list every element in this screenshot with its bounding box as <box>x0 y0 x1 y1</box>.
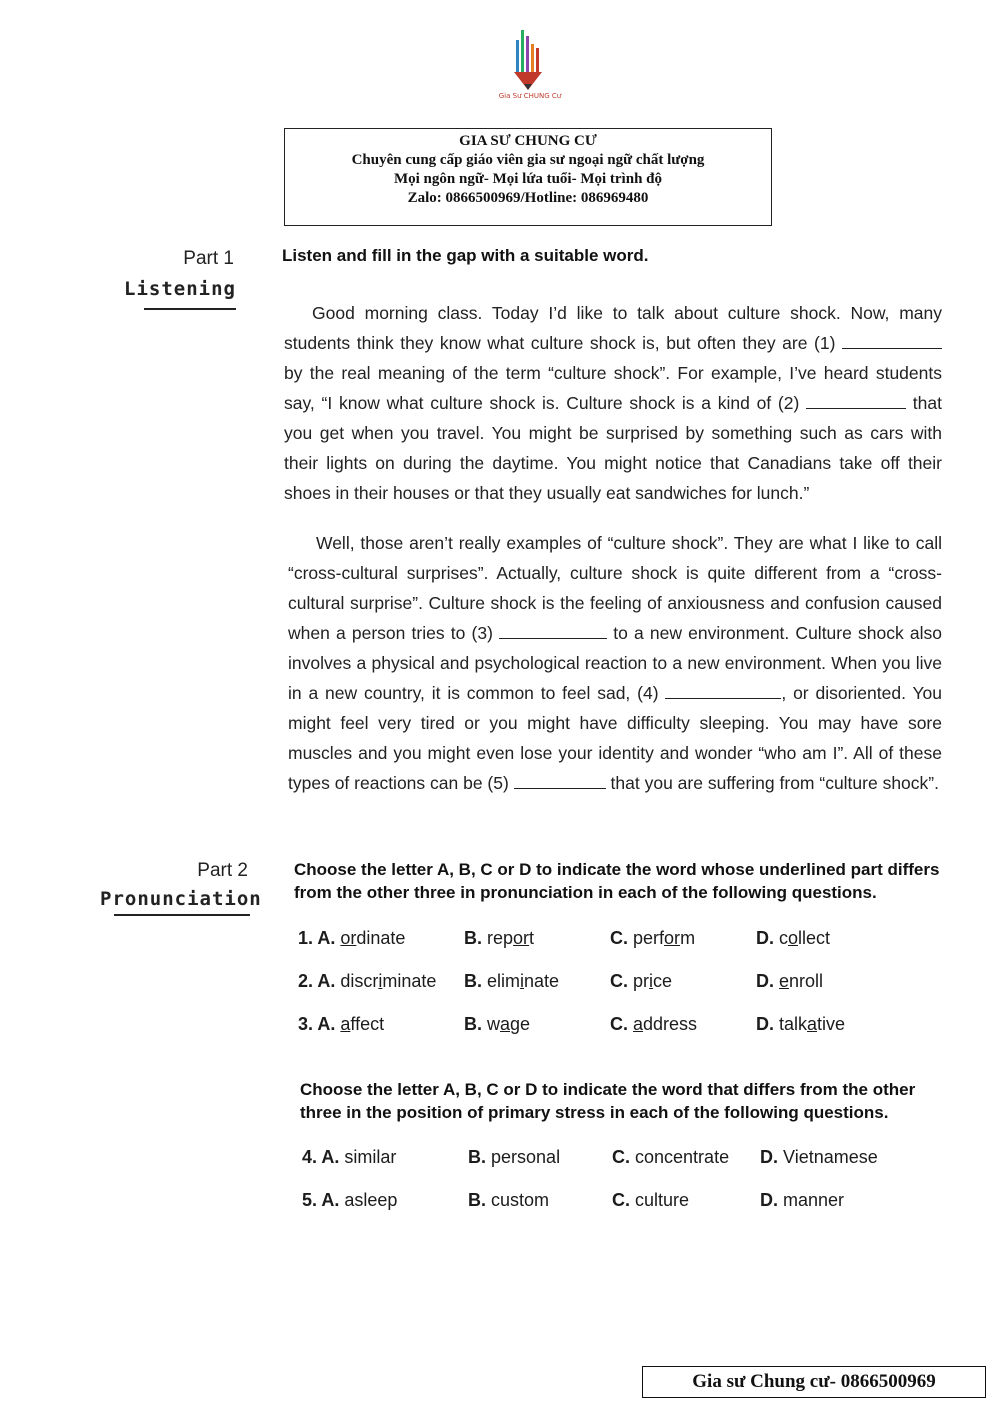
footer-box: Gia sư Chung cư- 0866500969 <box>642 1366 986 1398</box>
p1-text-c: that you get when you travel. You might be surprised by something such as cars with their lights on during the daytime. You might notice that Canadians take off their shoes in their houses or that they usually eat sandwiches for lunch.” <box>284 393 942 503</box>
gap-1-number: (1) <box>814 333 836 353</box>
part1-title: Listening <box>124 278 236 300</box>
question-4 <box>302 1147 942 1175</box>
option-c[interactable]: C. address <box>610 1014 698 1034</box>
gap-5-number: (5) <box>487 773 509 793</box>
option-d[interactable]: D. manner <box>760 1190 845 1210</box>
option-c[interactable]: C. culture <box>612 1190 690 1210</box>
option-d[interactable]: D. talkative <box>756 1014 846 1034</box>
gap-4-number: (4) <box>637 683 659 703</box>
part2-title: Pronunciation <box>100 888 262 910</box>
p2-text-b: to a new environment. Culture shock also involves a physical and psychological reaction to a new environment. When you live in a new country, it is common to feel sad, <box>288 623 942 703</box>
option-d[interactable]: D. enroll <box>756 971 824 991</box>
option-d[interactable]: D. Vietnamese <box>760 1147 878 1167</box>
part2-instruction-1: Choose the letter A, B, C or D to indicate the word whose underlined part differs from the other three in pronunciation in each of the following questions. <box>294 860 940 902</box>
logo-caption: Gia Sư CHUNG Cư <box>498 92 562 100</box>
option-a[interactable]: 2. A. discriminate <box>298 971 437 991</box>
option-c[interactable]: C. perform <box>610 928 696 948</box>
p2-text-a: Well, those aren’t really examples of “culture shock”. They are what I like to call “cross-cultural surprises”. Actually, culture shock is quite different from a “cross-cultural surprise”. Culture shock is the feeling of anxiousness and confusion caused when a person tries to <box>288 533 942 643</box>
gap-4-blank[interactable] <box>665 684 781 699</box>
part1-underline <box>144 308 236 310</box>
gap-1-blank[interactable] <box>842 334 942 349</box>
option-b[interactable]: B. personal <box>468 1147 561 1167</box>
part2-instruction-2: Choose the letter A, B, C or D to indicate the word that differs from the other three in the position of primary stress in each of the following questions. <box>300 1080 916 1122</box>
header-box <box>284 128 772 226</box>
option-a[interactable]: 3. A. affect <box>298 1014 385 1034</box>
header-line-2: Chuyên cung cấp giáo viên gia sư ngoại ngữ chất lượng <box>351 152 705 168</box>
header-title: GIA SƯ CHUNG CƯ <box>459 133 597 149</box>
gap-2-number: (2) <box>777 393 800 413</box>
p2-text-c: , or disoriented. You might feel very tired or you might have difficulty sleeping. You may have sore muscles and you might even lose your identity and wonder “who am I”. All of these types of reactions can be <box>288 683 942 793</box>
question-2 <box>298 971 938 999</box>
option-c[interactable]: C. concentrate <box>612 1147 730 1167</box>
gap-5-blank[interactable] <box>514 774 606 789</box>
p1-text-b: by the real meaning of the term “culture shock”. For example, I’ve heard students say, “I know what culture shock is. Culture shock is a kind of <box>284 363 942 413</box>
option-b[interactable]: B. custom <box>468 1190 550 1210</box>
option-c[interactable]: C. price <box>610 971 673 991</box>
part2-label: Part 2 <box>197 860 248 881</box>
question-5 <box>302 1190 942 1218</box>
part2-underline <box>114 914 250 916</box>
gap-3-number: (3) <box>471 623 493 643</box>
gap-3-blank[interactable] <box>499 624 607 639</box>
part1-instruction: Listen and fill in the gap with a suitable word. <box>282 246 649 265</box>
p1-text-a: Good morning class. Today I’d like to talk about culture shock. Now, many students think they know what culture shock is, but often they are <box>284 303 942 353</box>
question-1 <box>298 928 938 956</box>
option-b[interactable]: B. eliminate <box>464 971 560 991</box>
question-3 <box>298 1014 938 1042</box>
part1-label: Part 1 <box>183 248 234 269</box>
gap-2-blank[interactable] <box>806 394 906 409</box>
option-b[interactable]: B. report <box>464 928 535 948</box>
paragraph-1 <box>284 298 942 508</box>
p2-text-d: that you are suffering from “culture shock”. <box>605 773 939 793</box>
option-b[interactable]: B. wage <box>464 1014 531 1034</box>
option-a[interactable]: 4. A. similar <box>302 1147 397 1167</box>
header-line-3: Mọi ngôn ngữ- Mọi lứa tuổi- Mọi trình độ <box>393 171 662 187</box>
option-a[interactable]: 1. A. ordinate <box>298 928 406 948</box>
header-line-4: Zalo: 0866500969/Hotline: 086969480 <box>407 190 649 206</box>
paragraph-2 <box>288 528 942 798</box>
option-d[interactable]: D. collect <box>756 928 831 948</box>
option-a[interactable]: 5. A. asleep <box>302 1190 398 1210</box>
